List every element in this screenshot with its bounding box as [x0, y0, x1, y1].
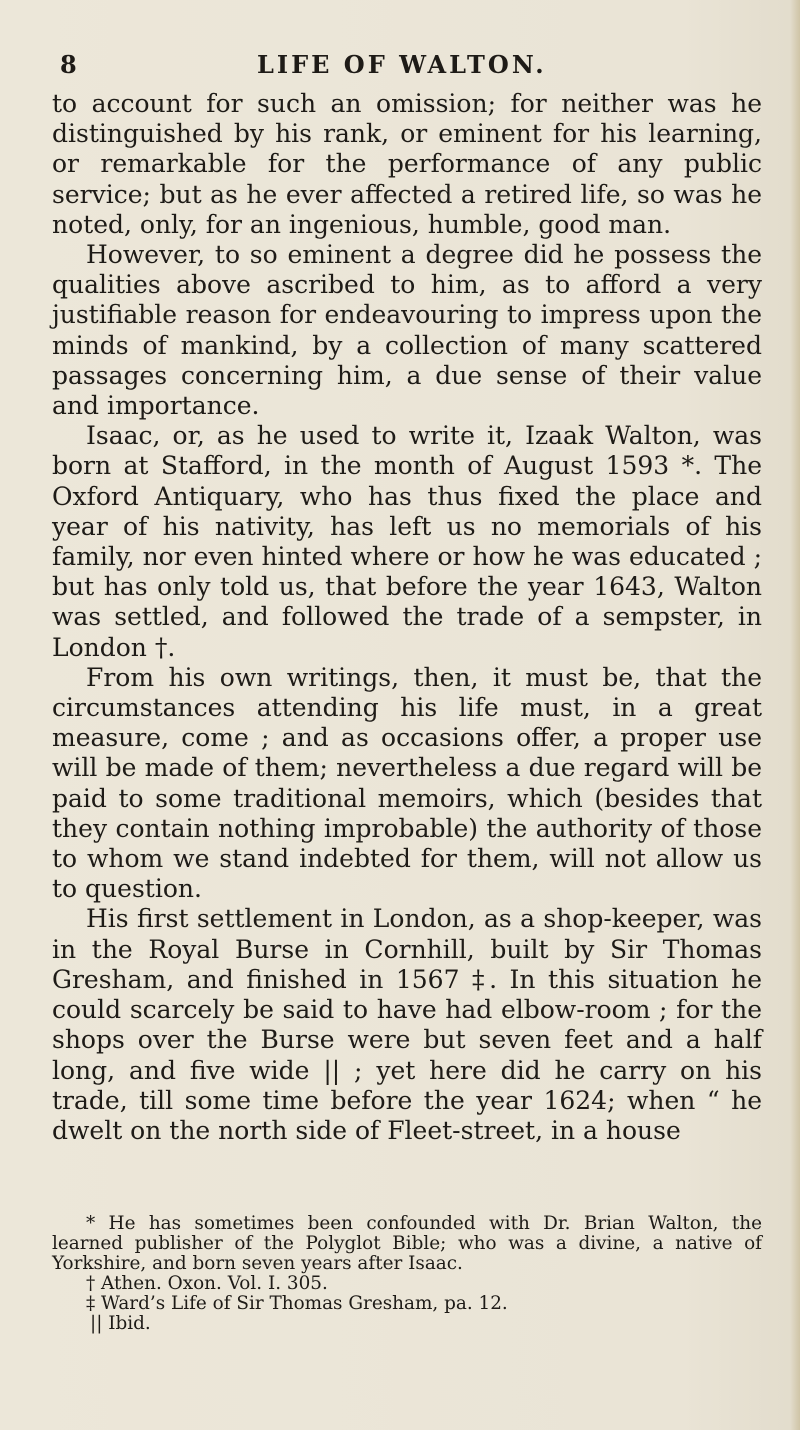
- paragraph-5: His first settlement in London, as a shop-keeper, was in the Royal Burse in Cornhill, built by Sir Thomas Gresham, and finished in 1567 ‡. In this situation he could scarcely be said to have had elbow-room ; for the shops over the Burse were but seven feet and a half long, and five wide || ; yet here did he carry on his trade, till some time before the year 1624; when “ he dwelt on the north side of Fleet-street, in a house: [52, 904, 762, 1145]
- paragraph-1: to account for such an omission; for neither was he distinguished by his rank, or eminent for his learning, or remarkable for the performance of any public service; but as he ever affected a retired life, so was he noted, only, for an ingenious, humble, good man.: [52, 89, 762, 239]
- footnotes: [52, 1214, 762, 1334]
- paragraph-2: However, to so eminent a degree did he possess the qualities above ascribed to him, as to afford a very justifiable reason for endeavouring to impress upon the minds of mankind, by a collection of many scattered passages concerning him, a due sense of their value and importance.: [52, 240, 762, 421]
- running-head: [52, 45, 762, 85]
- footnote-2: † Athen. Oxon. Vol. I. 305.: [86, 1273, 328, 1295]
- footnote-3: ‡ Ward’s Life of Sir Thomas Gresham, pa. 12.: [86, 1293, 508, 1315]
- running-title: LIFE OF WALTON.: [257, 50, 547, 79]
- page-edge-shadow: [790, 0, 800, 1430]
- footnote-1: * He has sometimes been confounded with Dr. Brian Walton, the learned publisher of the Polyglot Bible; who was a divine, a native of Yorkshire, and born seven years after Isaac.: [52, 1213, 762, 1275]
- paragraph-4: From his own writings, then, it must be, that the circumstances attending his life must, in a great measure, come ; and as occasions offer, a proper use will be made of them; nevertheless a due regard will be paid to some traditional memoirs, which (besides that they contain nothing improbable) the authority of those to whom we stand indebted for them, will not allow us to question.: [52, 662, 762, 904]
- paragraph-3: Isaac, or, as he used to write it, Izaak Walton, was born at Stafford, in the month of August 1593 *. The Oxford Antiquary, who has thus fixed the place and year of his nativity, has left us no memorials of his family, nor even hinted where or how he was educated ; but has only told us, that before the year 1643, Walton was settled, and followed the trade of a sempster, in London †.: [52, 421, 762, 662]
- footnote-4: || Ibid.: [90, 1313, 151, 1335]
- page-number: 8: [60, 50, 80, 79]
- body-text: [52, 89, 762, 1146]
